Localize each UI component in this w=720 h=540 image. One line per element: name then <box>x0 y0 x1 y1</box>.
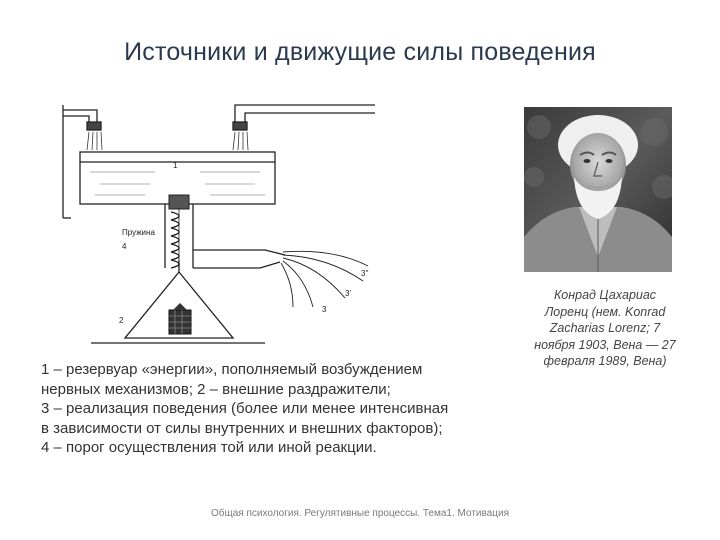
label-4: 4 <box>122 242 127 251</box>
label-spring: Пружина <box>122 228 155 237</box>
label-1: 1 <box>173 161 178 170</box>
caption-line: февраля 1989, Вена) <box>543 354 667 368</box>
legend-line: нервных механизмов; 2 – внешние раздражители; <box>41 380 391 398</box>
legend-line: в зависимости от силы внутренних и внешних факторов); <box>41 419 443 437</box>
legend-line: 3 – реализация поведения (более или менее интенсивная <box>41 400 449 417</box>
slide-footer: Общая психология. Регулятивные процессы. Тема1. Мотивация <box>211 508 509 519</box>
caption-line: Zacharias Lorenz; 7 <box>549 321 661 335</box>
legend-line: 1 – резервуар «энергии», пополняемый возбуждением <box>41 361 423 378</box>
diagram-legend <box>41 360 511 458</box>
label-2: 2 <box>119 316 124 325</box>
legend-line: 4 – порог осуществления той или иной реакции. <box>41 439 377 456</box>
portrait-photo <box>524 107 672 272</box>
caption-line: Лоренц (нем. Konrad <box>544 304 666 319</box>
caption-line: ноября 1903, Вена — 27 <box>534 337 676 352</box>
portrait-caption <box>515 287 695 370</box>
label-3-prime: 3' <box>345 289 351 298</box>
label-3-double-prime: 3'' <box>361 269 369 278</box>
hydraulic-model-diagram <box>55 100 385 350</box>
slide-title: Источники и движущие силы поведения <box>124 38 596 66</box>
label-3: 3 <box>322 305 327 314</box>
caption-line: Конрад Цахариас <box>553 288 657 302</box>
